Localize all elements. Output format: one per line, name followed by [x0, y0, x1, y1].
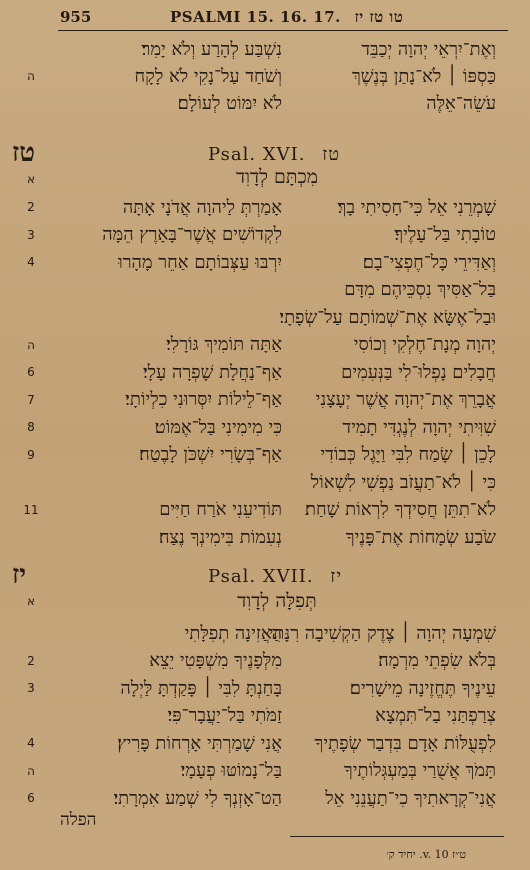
verse-number: 7: [27, 392, 35, 407]
verse-line: [58, 730, 496, 756]
page-number: 955: [60, 8, 92, 26]
verse-number: 3: [27, 681, 35, 695]
verse-hemistich-second: אַתָּה תּוֹמִיךְ גּוֹרָלִי׃: [166, 334, 282, 355]
verse-line: [58, 359, 496, 385]
verse-line: [58, 524, 496, 550]
verse-hemistich-first: אֲבָרֵךְ אֶת־יְהוָה אֲשֶׁר יְעָצָנִי: [315, 389, 496, 410]
psalm-16-title-latin: Psal. XVI.: [208, 144, 306, 165]
verse-line: [58, 194, 496, 220]
verse-hemistich-first: צְרַפְתַּנִי בַל־תִּמְצָא: [375, 705, 496, 726]
verse-number: ה: [27, 69, 35, 83]
verse-hemistich-first: לֹא־תִתֵּן חֲסִידְךָ לִרְאוֹת שָׁחַת׃: [305, 499, 496, 520]
verse-number: 3: [27, 227, 35, 242]
psalm-16-title-hebrew: טז: [322, 144, 341, 165]
verse-line: [58, 277, 496, 303]
footnote-rule: [290, 836, 504, 837]
verse-hemistich-second: אַף־נַחֲלָת שָׁפְרָה עָלָי׃: [142, 361, 282, 383]
psalm-17-caption-number: א: [26, 594, 36, 608]
verse-hemistich-first: חֲבָלִים נָפְלוּ־לִי בַּנְּעִמִים: [341, 361, 496, 383]
verse-line: [58, 648, 496, 674]
verse-hemistich-second: לֹא יִמּוֹט לְעוֹלָם׃: [177, 92, 282, 114]
verse-hemistich-first: שִׁוִּיתִי יְהוָה לְנֶגְדִּי תָמִיד: [342, 416, 496, 438]
verse-hemistich-first: כַּסְפּוֹ ׀ לֹא־נָתַן בְּנֶשֶׁךְ: [351, 65, 496, 87]
running-header: [0, 6, 530, 28]
verse-hemistich-second: אָמַרְתְּ לַיהוָה אֲדֹנָי אָתָּה: [122, 196, 282, 218]
verse-hemistich-first: וְאֶת־יִרְאֵי יְהוָה יְכַבֵּד: [361, 38, 496, 60]
psalm-17-title-hebrew: יז: [330, 566, 343, 587]
verse-hemistich-second: לִקְדוֹשִׁים אֲשֶׁר־בָּאָרֶץ הֵמָּה: [102, 224, 282, 245]
verse-number: 4: [27, 736, 35, 750]
verse-line: [58, 90, 496, 116]
verse-hemistich-second: נִשְׁבַּע לְהָרַע וְלֹא יָמִר׃: [141, 38, 282, 60]
running-title-hebrew: טו טז יז: [354, 8, 404, 26]
psalm-16-caption-number: א: [26, 172, 36, 186]
verse-number: 2: [27, 653, 35, 668]
verse-hemistich-first: שָׁמְרֵנִי אֵל כִּי־חָסִיתִי בָךְ׃: [337, 196, 496, 218]
verse-hemistich-first: לִפְעֻלּוֹת אָדָם בִּדְבַר שְׂפָתֶיךָ: [314, 732, 496, 754]
verse-hemistich-first: וְאַדִּירֵי כָּל־חֶפְצִי־בָם׃: [362, 251, 496, 273]
psalm-17-caption: תְּפִלָּה לְדָוִד: [237, 590, 317, 612]
verse-hemistich-second: אֲנִי שָׁמַרְתִּי אָרְחוֹת פָּרִיץ׃: [117, 732, 282, 754]
verse-number: 4: [27, 255, 35, 269]
verse-text: וּבַל־אֶשָּׂא אֶת־שְׁמוֹתָם עַל־שְׂפָתָי׃: [279, 306, 496, 328]
verse-line: [58, 36, 496, 62]
verse-hemistich-second: תּוֹדִיעֵנִי אֹרַח חַיִּים: [159, 499, 282, 520]
psalm-16-title: [208, 144, 340, 165]
verse-hemistich-first: בְּלֹא שִׂפְתֵי מִרְמָה׃: [378, 650, 496, 671]
verse-hemistich-first: עֹשֵׂה־אֵלֶּה: [426, 92, 496, 114]
psalm-17-title-latin: Psal. XVII.: [208, 566, 314, 587]
verse-line: [58, 387, 496, 413]
psalm-17-heading: [12, 560, 496, 592]
verse-hemistich-first: שִׁמְעָה יְהוָה ׀ צֶדֶק הַקְשִׁיבָה רִנָּתִי: [268, 622, 496, 644]
catchword: הפלה: [60, 810, 97, 830]
psalm-17-title: [208, 566, 342, 587]
verse-hemistich-second: מִלְּפָנֶיךָ מִשְׁפָּטִי יֵצֵא: [149, 650, 282, 671]
verse-hemistich-first: אֲנִי־קְרָאתִיךָ כִי־תַעֲנֵנִי אֵל: [325, 787, 496, 809]
verse-hemistich-first: כִּי ׀ לֹא־תַעֲזֹב נַפְשִׁי לִשְׁאוֹל: [310, 471, 496, 493]
verse-hemistich-first: תָּמֹךְ אֲשֻׁרַי בְּמַעְגְּלוֹתֶיךָ: [343, 760, 496, 781]
verse-hemistich-second: נְעִמוֹת בִּימִינְךָ נֶצַח׃: [158, 526, 282, 548]
verse-line: [58, 414, 496, 440]
verse-hemistich-first: טוֹבָתִי בַּל־עָלֶיךָ׃: [394, 224, 496, 245]
verse-line: [58, 703, 496, 729]
running-title-latin: PSALMI 15. 16. 17.: [170, 8, 341, 26]
verse-line: [58, 442, 496, 468]
verse-line: [58, 497, 496, 523]
verse-number: ה: [27, 337, 35, 352]
verse-hemistich-first: עֵינֶיךָ תֶּחֱזֶינָה מֵישָׁרִים׃: [349, 677, 496, 699]
verse-line: [58, 63, 496, 89]
verse-line: [58, 620, 496, 646]
verse-number: 8: [27, 420, 35, 434]
verse-hemistich-second: אַף־לֵילוֹת יִסְּרוּנִי כִלְיוֹתָי׃: [125, 389, 282, 410]
verse-line: [58, 332, 496, 358]
verse-line: [58, 304, 496, 330]
running-title: [170, 8, 403, 27]
verse-line: [58, 222, 496, 248]
verse-line: [58, 675, 496, 701]
verse-line: [58, 249, 496, 275]
verse-hemistich-second: הַט־אָזְנְךָ לִי שְׁמַע אִמְרָתִי׃: [113, 787, 282, 809]
verse-line: [58, 758, 496, 784]
verse-hemistich-second: בָּחַנְתָּ לִבִּי ׀ פָּקַדְתָּ לַּיְלָה: [120, 677, 282, 699]
verse-number: 11: [23, 502, 39, 517]
verse-hemistich-second: אַף־בְּשָׂרִי יִשְׁכֹּן לָבֶטַח׃: [139, 444, 282, 465]
verse-hemistich-first: לָכֵן ׀ שָׂמַח לִבִּי וַיָּגֶל כְּבוֹדִי: [320, 444, 496, 465]
psalm-16-caption: מִכְתָּם לְדָוִד: [235, 166, 319, 188]
verse-number: ה: [27, 763, 35, 778]
verse-line: [58, 785, 496, 811]
psalm-17-number: יז: [12, 560, 27, 590]
verse-hemistich-second: בַּל־נָמוֹטּוּ פְעָמָי׃: [180, 760, 282, 781]
verse-number: 2: [27, 200, 35, 214]
footnote: ט״ז v. 10. יחיד ק׳: [386, 848, 466, 861]
verse-hemistich-first: יְהוָה מְנָת־חֶלְקִי וְכוֹסִי: [353, 334, 496, 355]
verse-hemistich-first: שֹׂבַע שְׂמָחוֹת אֶת־פָּנֶיךָ: [345, 526, 496, 548]
verse-hemistich-second: יִרְבּוּ עַצְּבוֹתָם אַחֵר מָהָרוּ: [118, 251, 282, 273]
verse-hemistich-second: כִּי מִימִינִי בַּל־אֶמּוֹט׃: [154, 416, 282, 438]
verse-number: 6: [27, 365, 35, 379]
psalm-16-number: טז: [12, 138, 35, 168]
verse-hemistich-second: זַמֹּתִי בַּל־יַעֲבָר־פִּי׃: [167, 705, 282, 726]
header-rule: [58, 30, 508, 31]
verse-line: [58, 469, 496, 495]
verse-number: 6: [27, 791, 35, 805]
verse-hemistich-second: וְשֹׁחַד עַל־נָקִי לֹא לָקָח: [134, 65, 282, 87]
verse-hemistich-second: הַאֲזִינָה תְפִלָּתִי: [184, 622, 282, 644]
verse-number: 9: [27, 447, 35, 462]
verse-text: בַּל־אַסִּיךְ נִסְכֵּיהֶם מִדָּם: [344, 279, 496, 300]
